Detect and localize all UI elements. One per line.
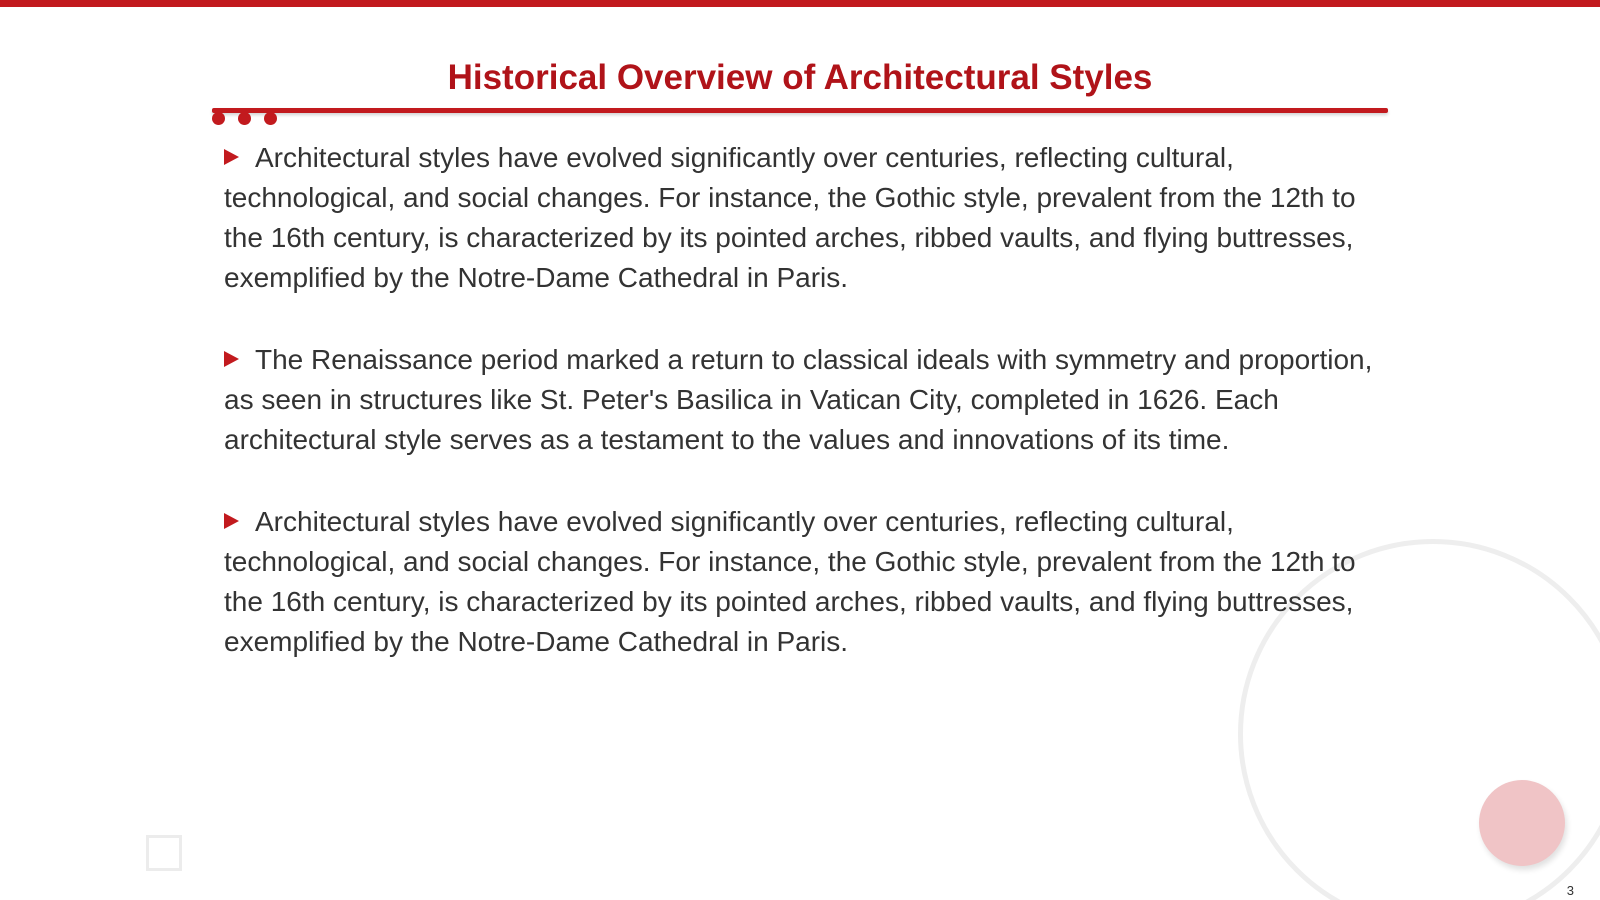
bullet-text: The Renaissance period marked a return to classical ideals with symmetry and proportion, as seen in structures like St. Peter's Basilica in Vatican City, completed in 1626. Each architectural style serves as a testament to the values and innovations of its time. <box>224 344 1373 455</box>
decorative-square-outline <box>146 835 182 871</box>
slide-title: Historical Overview of Architectural Styles <box>447 58 1153 97</box>
bullet-text: Architectural styles have evolved significantly over centuries, reflecting cultural, technological, and social changes. For instance, the Gothic style, prevalent from the 12th to the 16th century, is characterized by its pointed arches, ribbed vaults, and flying buttresses, exemplified by the Notre-Dame Cathedral in Paris. <box>224 506 1356 657</box>
bullet-item <box>224 502 1374 662</box>
underline-dot <box>238 112 251 125</box>
underline-dot <box>264 112 277 125</box>
decorative-circle-filled <box>1479 780 1565 866</box>
bullet-item <box>224 138 1374 298</box>
bullet-item <box>224 340 1374 460</box>
top-accent-bar <box>0 0 1600 7</box>
bullet-list <box>224 138 1374 704</box>
page-number: 3 <box>1566 883 1574 898</box>
triangle-bullet-icon <box>224 351 239 367</box>
underline-dot <box>212 112 225 125</box>
triangle-bullet-icon <box>224 513 239 529</box>
triangle-bullet-icon <box>224 149 239 165</box>
title-underline <box>212 108 1388 113</box>
bullet-text: Architectural styles have evolved significantly over centuries, reflecting cultural, technological, and social changes. For instance, the Gothic style, prevalent from the 12th to the 16th century, is characterized by its pointed arches, ribbed vaults, and flying buttresses, exemplified by the Notre-Dame Cathedral in Paris. <box>224 142 1356 293</box>
